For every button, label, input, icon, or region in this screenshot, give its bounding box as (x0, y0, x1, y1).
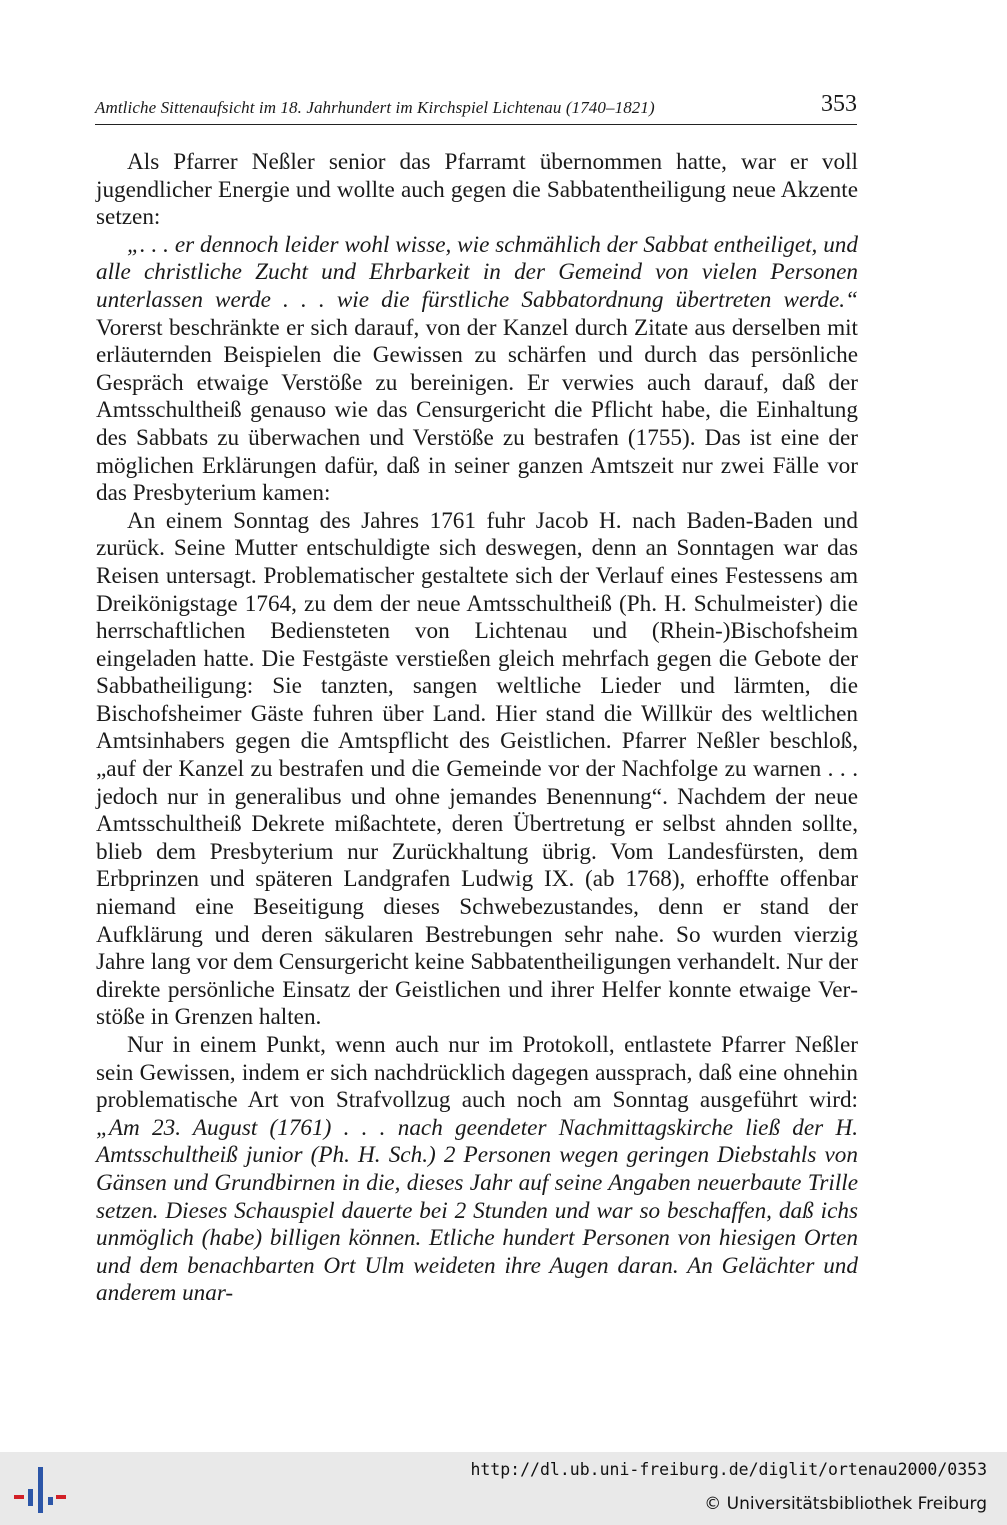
paragraph-4 (96, 1032, 858, 1308)
paragraph-2-text: Vorerst beschränkte er sich darauf, von der Kanzel durch Zitate aus derselben mit erläuternden Beispielen die Gewissen zu schärfen und durch das persönliche Gespräch etwaige Verstöße zu bereinigen. Er verwies auch darauf, daß der Amtsschultheiß genauso wie das Censurgericht die Pflicht habe, die Einhaltung des Sabbats zu überwachen und Verstöße zu bestrafen (1755). Das ist eine der möglichen Erklärungen dafür, daß in seiner ganzen Amtszeit nur zwei Fälle vor das Presbyterium kamen: (96, 314, 858, 507)
paragraph-3: An einem Sonntag des Jahres 1761 fuhr Jacob H. nach Baden-Baden und zurück. Seine Mutter entschuldigte sich deswegen, denn an Sonntagen war das Reisen untersagt. Problematischer gestaltete sich der Verlauf eines Festessens am Dreikönigstage 1764, zu dem der neue Amtsschultheiß (Ph. H. Schulmeister) die herrschaftlichen Bediensteten von Lichtenau und (Rhein-)Bischofsheim eingeladen hatte. Die Festgäste verstießen gleich mehrfach gegen die Gebote der Sabbatheiligung: Sie tanzten, sangen weltliche Lieder und lärmten, die Bischofsheimer Gäste fuhren über Land. Hier stand die Willkür des weltlichen Amtsinhabers gegen die Amtspflicht des Geistlichen. Pfarrer Neßler beschloß, „auf der Kanzel zu bestrafen und die Gemeinde vor der Nachfolge zu warnen . . . jedoch nur in generalibus und ohne jemandes Benennung“. Nachdem der neue Amtsschultheiß Dekrete mißachtete, deren Übertretung er selbst ahnden sollte, blieb dem Presbyterium nur Zurückhaltung übrig. Vom Landesfürsten, dem Erbprinzen und späteren Landgrafen Ludwig IX. (ab 1768), erhoffte offenbar niemand eine Beseitigung dieses Schwebezustandes, denn er stand der Aufklärung und deren säkularen Bestrebungen sehr nahe. So wurden vierzig Jahre lang vor dem Censurgericht keine Sabbatentheiligungen verhandelt. Nur der direkte persönliche Einsatz der Geistlichen und ihrer Helfer konnte etwaige Verstöße in Grenzen halten. (96, 507, 858, 1031)
quote-trille: „Am 23. August (1761) . . . nach geendeter Nachmittagskirche ließ der H. Amtsschultheiß junior (Ph. H. Sch.) 2 Personen wegen geringen Diebstahls von Gänsen und Grundbirnen in die, dieses Jahr auf seine Angaben neuerbaute Trille setzen. Dieses Schauspiel dauerte bei 2 Stunden und war so beschaffen, daß ichs unmöglich (habe) billigen können. Etliche hundert Personen von hiesigen Orten und dem benachbarten Ort Ulm weideten ihre Augen daran. An Gelächter und anderem unar- (96, 1114, 858, 1307)
library-logo-icon (14, 1467, 66, 1513)
page-number: 353 (821, 91, 857, 117)
paragraph-1: Als Pfarrer Neßler senior das Pfarramt übernommen hatte, war er voll jugendlicher Energie und wollte auch gegen die Sabbatentheiligung neue Akzente setzen: (96, 149, 858, 231)
page-header (95, 92, 857, 125)
quote-sabbat: „. . . er dennoch leider wohl wisse, wie schmählich der Sabbat entheiliget, und alle christliche Zucht und Ehrbarkeit in der Gemeind von vielen Personen unterlassen werde . . . wie die fürstliche Sabbatordnung übertreten werde.“ (96, 231, 858, 313)
paragraph-2 (96, 232, 858, 508)
running-title: Amtliche Sittenaufsicht im 18. Jahrhundert im Kirchspiel Lichtenau (1740–1821) (95, 98, 655, 117)
paragraph-4-text: Nur in einem Punkt, wenn auch nur im Protokoll, entlastete Pfarrer Neßler sein Gewissen, indem er sich nachdrücklich dagegen aussprach, daß eine ohnehin problematische Art von Strafvollzug auch noch am Sonntag ausgeführt wird: (96, 1032, 858, 1114)
body-text (96, 149, 858, 1308)
footer-url[interactable]: http://dl.ub.uni-freiburg.de/diglit/ortenau2000/0353 (470, 1460, 987, 1479)
footer-bar (0, 1452, 1007, 1525)
footer-copyright: © Universitätsbibliothek Freiburg (704, 1494, 987, 1514)
